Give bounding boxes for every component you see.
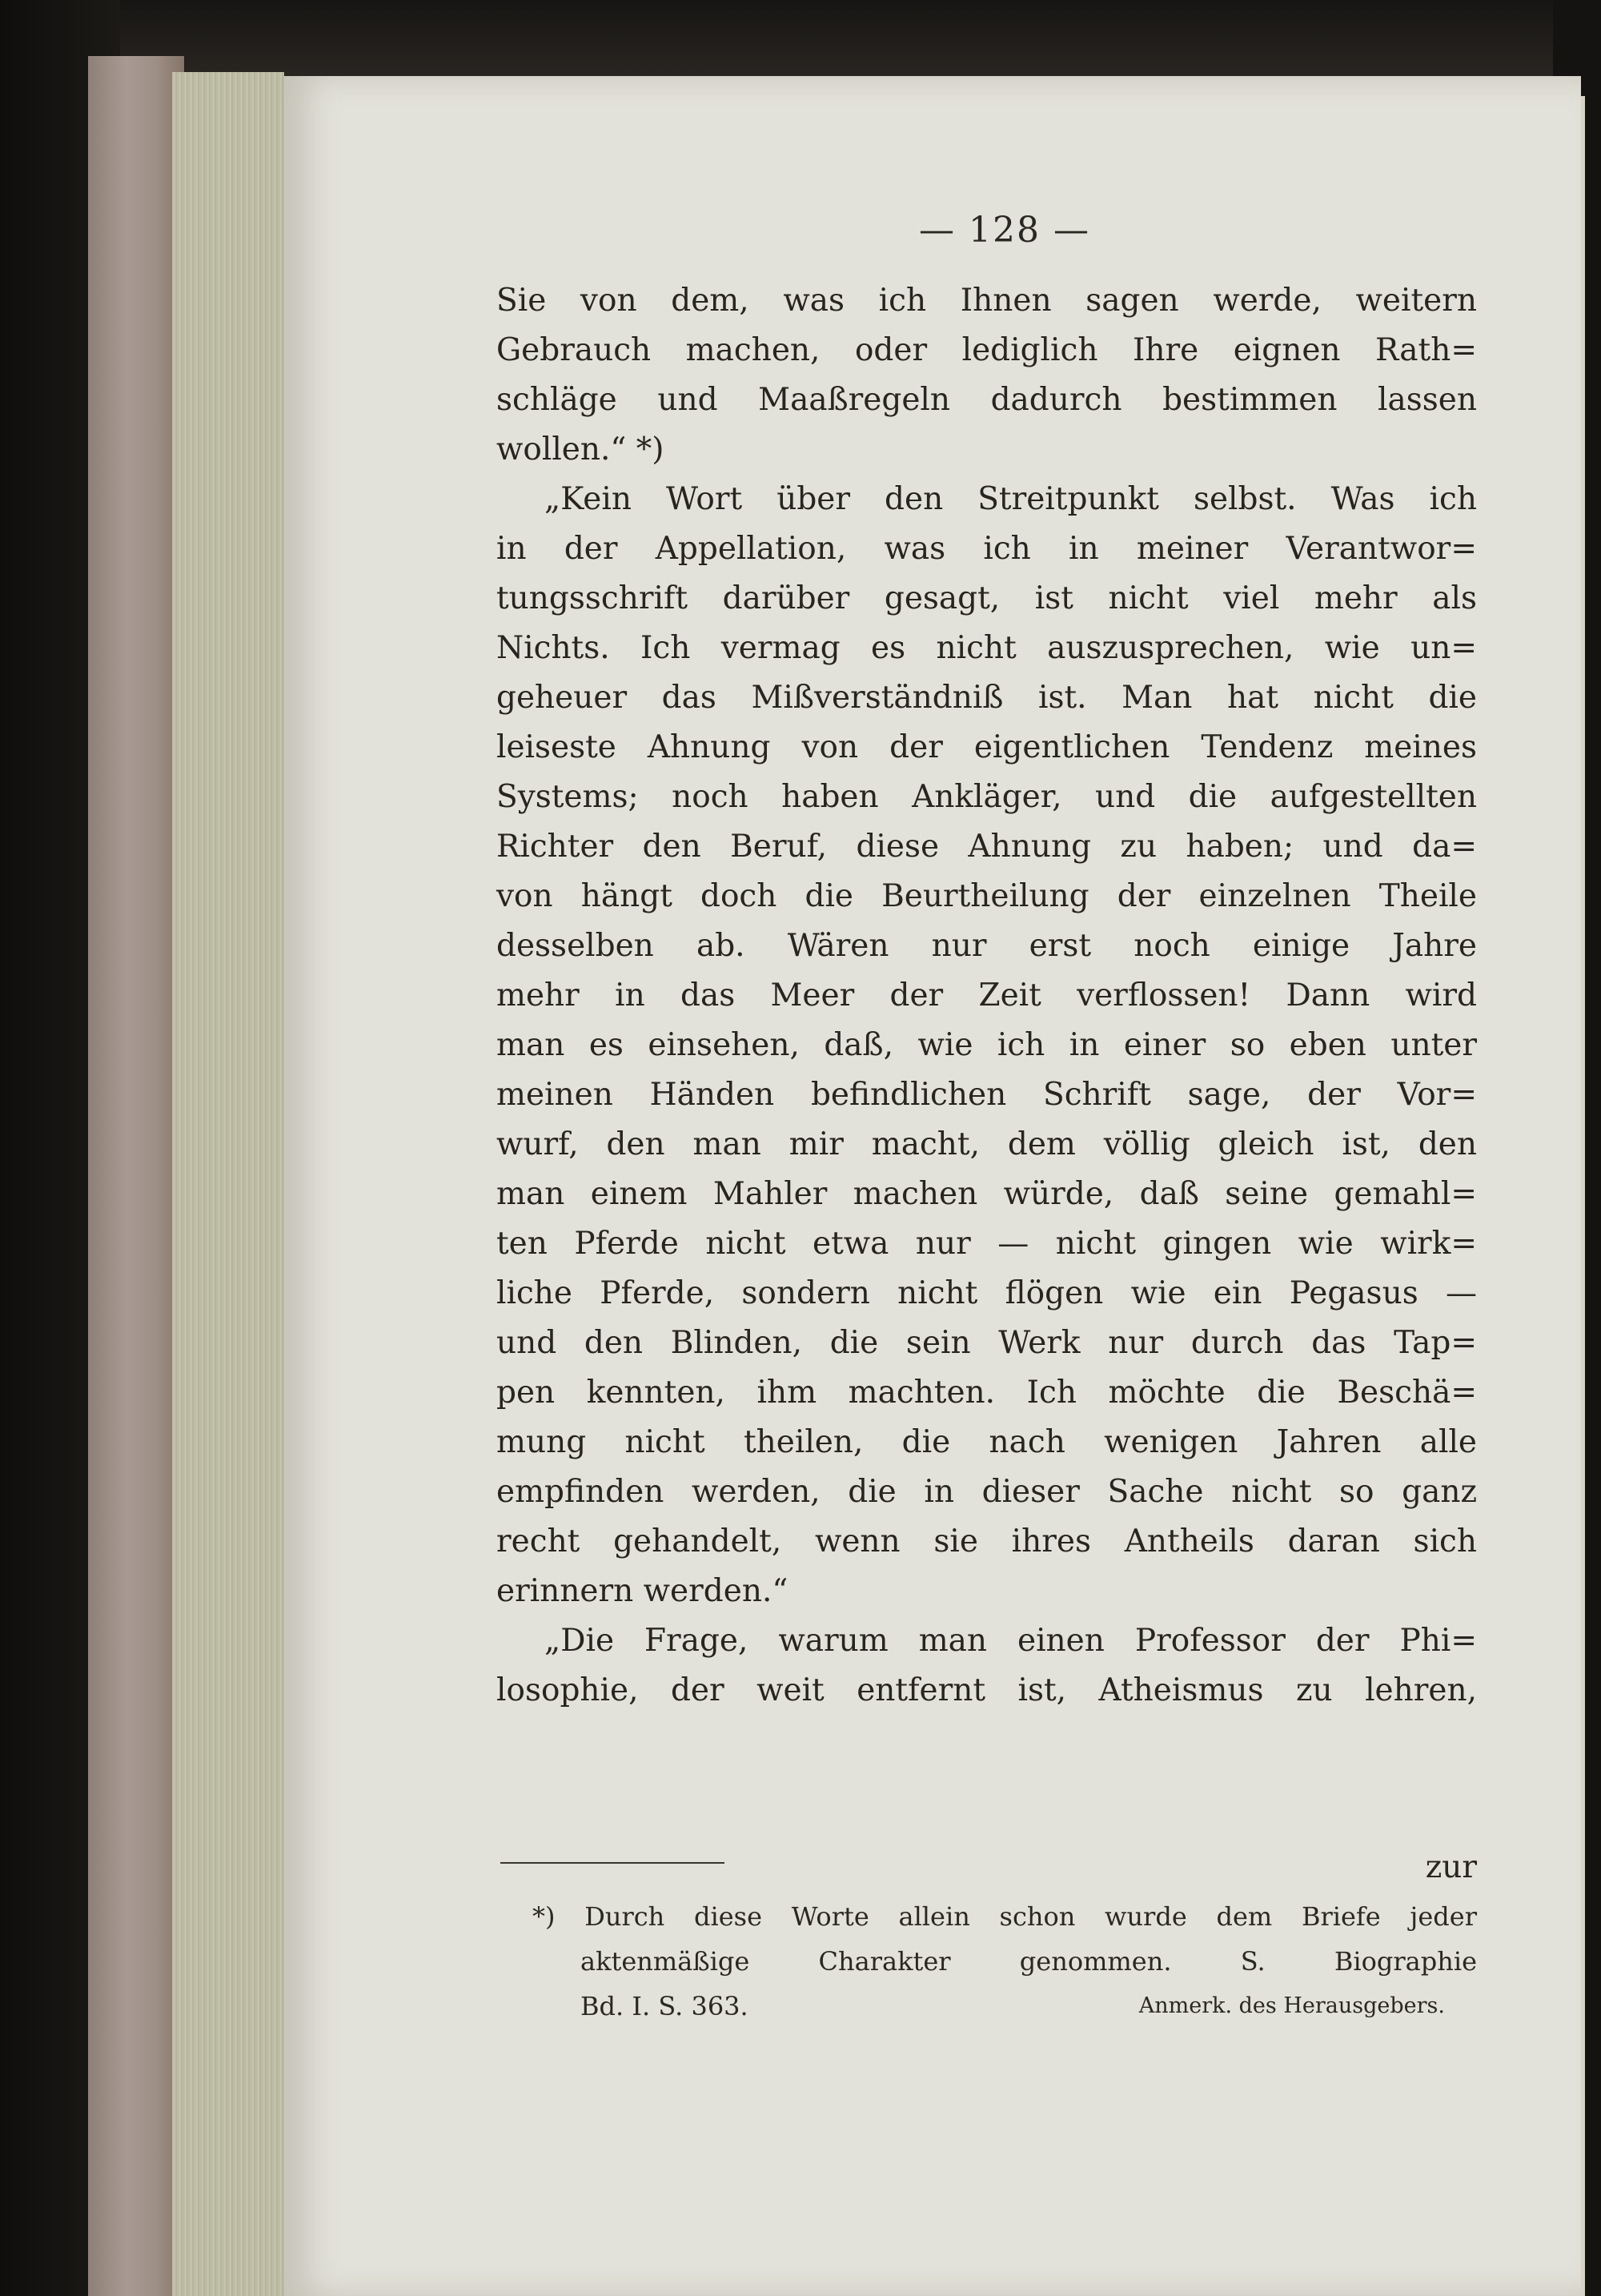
text-line: „Kein Wort über den Streitpunkt selbst. Was ich xyxy=(544,481,1477,517)
text-line: man einem Mahler machen würde, daß seine gemahl= xyxy=(496,1176,1477,1212)
footnote-line: *) Durch diese Worte allein schon wurde dem Briefe jeder xyxy=(532,1901,1477,1932)
book-board-edge xyxy=(88,56,184,2296)
text-line: erinnern werden.“ xyxy=(496,1573,788,1609)
footnote-line: Bd. I. S. 363. xyxy=(580,1991,748,2021)
text-line: pen kennten, ihm machten. Ich möchte die Beschä= xyxy=(496,1375,1477,1411)
text-line: losophie, der weit entfernt ist, Atheismus zu lehren, xyxy=(496,1672,1477,1708)
text-line: leiseste Ahnung von der eigentlichen Tendenz meines xyxy=(496,729,1477,765)
text-line: man es einsehen, daß, wie ich in einer so eben unter xyxy=(496,1027,1477,1063)
text-line: in der Appellation, was ich in meiner Verantwor= xyxy=(496,531,1477,567)
footnote-rule xyxy=(500,1862,724,1864)
text-line: liche Pferde, sondern nicht flögen wie ein Pegasus — xyxy=(496,1275,1477,1311)
text-line: recht gehandelt, wenn sie ihres Antheils daran sich xyxy=(496,1523,1477,1559)
text-line: wurf, den man mir macht, dem völlig gleich ist, den xyxy=(496,1126,1477,1162)
text-line: und den Blinden, die sein Werk nur durch das Tap= xyxy=(496,1325,1477,1361)
text-line: Nichts. Ich vermag es nicht auszusprechen, wie un= xyxy=(496,630,1477,666)
footnote-last-line xyxy=(532,1984,1477,2029)
text-line: mung nicht theilen, die nach wenigen Jahren alle xyxy=(496,1424,1477,1460)
text-line: Gebrauch machen, oder lediglich Ihre eignen Rath= xyxy=(496,332,1477,368)
text-line: wollen.“ *) xyxy=(496,432,664,468)
text-line: schläge und Maaßregeln dadurch bestimmen lassen xyxy=(496,382,1477,418)
text-line: desselben ab. Wären nur erst noch einige Jahre xyxy=(496,928,1477,964)
text-line: empfinden werden, die in dieser Sache nicht so ganz xyxy=(496,1474,1477,1510)
text-line: Richter den Beruf, diese Ahnung zu haben; und da= xyxy=(496,829,1477,865)
text-line: meinen Händen befindlichen Schrift sage, der Vor= xyxy=(496,1077,1477,1113)
catchword: zur xyxy=(1425,1849,1477,1885)
text-line: ten Pferde nicht etwa nur — nicht gingen wie wirk= xyxy=(496,1226,1477,1262)
text-line: Systems; noch haben Ankläger, und die aufgestellten xyxy=(496,779,1477,815)
footnote-line: aktenmäßige Charakter genommen. S. Biographie xyxy=(580,1946,1477,1977)
body-text xyxy=(496,276,1477,1716)
text-line: Sie von dem, was ich Ihnen sagen werde, weitern xyxy=(496,283,1477,319)
footnote xyxy=(532,1894,1477,2029)
text-line: von hängt doch die Beurtheilung der einzelnen Theile xyxy=(496,878,1477,914)
text-line: „Die Frage, warum man einen Professor der Phi= xyxy=(544,1623,1477,1659)
page-number: — 128 — xyxy=(919,210,1090,251)
page-edges xyxy=(172,72,284,2296)
text-line: tungsschrift darüber gesagt, ist nicht viel mehr als xyxy=(496,580,1477,616)
text-line: geheuer das Mißverständniß ist. Man hat nicht die xyxy=(496,680,1477,716)
footnote-attribution: Anmerk. des Herausgebers. xyxy=(1138,1993,1445,2018)
text-line: mehr in das Meer der Zeit verflossen! Dann wird xyxy=(496,977,1477,1014)
